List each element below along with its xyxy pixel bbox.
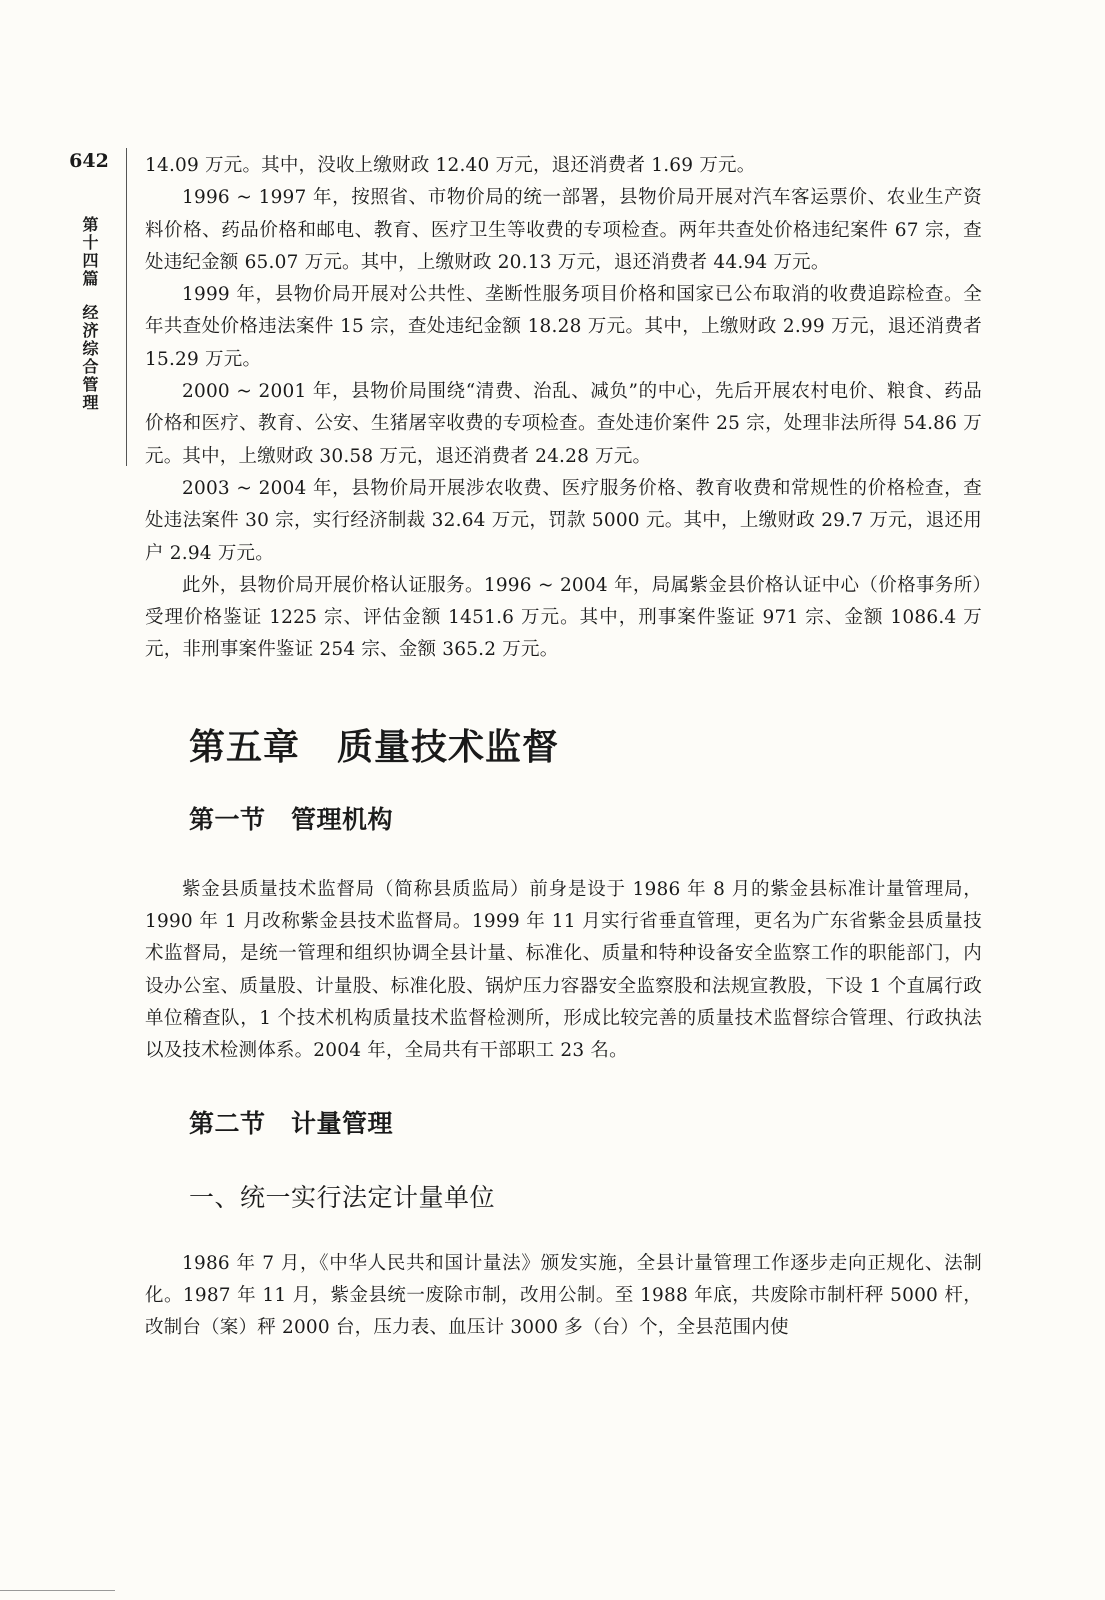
paragraph-management: 紫金县质量技术监督局（简称县质监局）前身是设于 1986 年 8 月的紫金县标准计量管理局，1990 年 1 月改称紫金县技术监督局。1999 年 11 月实行省垂直管理，更名为广东省紫金县质量技术监督局，是统一管理和组织协调全县计量、标准化、质量和特种设备安全监察工作的职能部门，内设办公室、质量股、计量股、标准化股、锅炉压力容器安全监察股和法规宣教股，下设 1 个直属行政单位稽查队，1 个技术机构质量技术监督检测所，形成比较完善的质量技术监督综合管理、行政执法以及技术检测体系。2004 年，全局共有干部职工 23 名。 bbox=[145, 878, 982, 1062]
paragraph-2003-2004: 2003 ~ 2004 年，县物价局开展涉农收费、医疗服务价格、教育收费和常规性的价格检查，查处违法案件 30 宗，实行经济制裁 32.64 万元，罚款 5000 元。其中，上缴财政 29.7 万元，退还用户 2.94 万元。 bbox=[145, 477, 982, 564]
scan-edge-line bbox=[0, 1590, 115, 1591]
paragraph-1999: 1999 年，县物价局开展对公共性、垄断性服务项目价格和国家已公布取消的收费追踪检查。全年共查处价格违法案件 15 宗，查处违纪金额 18.28 万元。其中，上缴财政 2.99 万元，退还消费者 15.29 万元。 bbox=[145, 284, 982, 370]
subsection-title-units: 一、统一实行法定计量单位 bbox=[189, 1182, 496, 1212]
page-content bbox=[145, 150, 982, 1344]
chapter-title: 第五章 质量技术监督 bbox=[189, 725, 560, 768]
section-title-metrology: 第二节 计量管理 bbox=[189, 1108, 394, 1138]
running-title-part: 第十四篇 bbox=[80, 216, 99, 288]
paragraph-continued: 14.09 万元。其中，没收上缴财政 12.40 万元，退还消费者 1.69 万元。 bbox=[145, 155, 756, 176]
running-title-name: 经济综合管理 bbox=[80, 304, 99, 412]
paragraph-price-certification: 此外，县物价局开展价格认证服务。1996 ~ 2004 年，局属紫金县价格认证中心（价格事务所）受理价格鉴证 1225 宗、评估金额 1451.6 万元。其中，刑事案件鉴证 971 宗、金额 1086.4 万元，非刑事案件鉴证 254 宗、金额 365.2 万元。 bbox=[145, 574, 982, 661]
margin-rule bbox=[126, 148, 127, 466]
paragraph-1996-1997: 1996 ~ 1997 年，按照省、市物价局的统一部署，县物价局开展对汽车客运票价、农业生产资料价格、药品价格和邮电、教育、医疗卫生等收费的专项检查。两年共查处价格违纪案件 67 宗，查处违纪金额 65.07 万元。其中，上缴财政 20.13 万元，退还消费者 44.94 万元。 bbox=[145, 187, 982, 273]
section-title-management: 第一节 管理机构 bbox=[189, 804, 394, 834]
paragraph-metrology: 1986 年 7 月，《中华人民共和国计量法》颁发实施，全县计量管理工作逐步走向正规化、法制化。1987 年 11 月，紫金县统一废除市制，改用公制。至 1988 年底，共废除市制杆秤 5000 杆，改制台（案）秤 2000 台，压力表、血压计 3000 多（台）个，全县范围内使 bbox=[145, 1252, 982, 1339]
paragraph-2000-2001: 2000 ~ 2001 年，县物价局围绕“清费、治乱、减负”的中心，先后开展农村电价、粮食、药品价格和医疗、教育、公安、生猪屠宰收费的专项检查。查处违价案件 25 宗，处理非法所得 54.86 万元。其中，上缴财政 30.58 万元，退还消费者 24.28 万元。 bbox=[145, 381, 982, 467]
page-margin bbox=[60, 150, 118, 412]
running-title bbox=[81, 216, 97, 412]
page-number: 642 bbox=[69, 150, 109, 172]
